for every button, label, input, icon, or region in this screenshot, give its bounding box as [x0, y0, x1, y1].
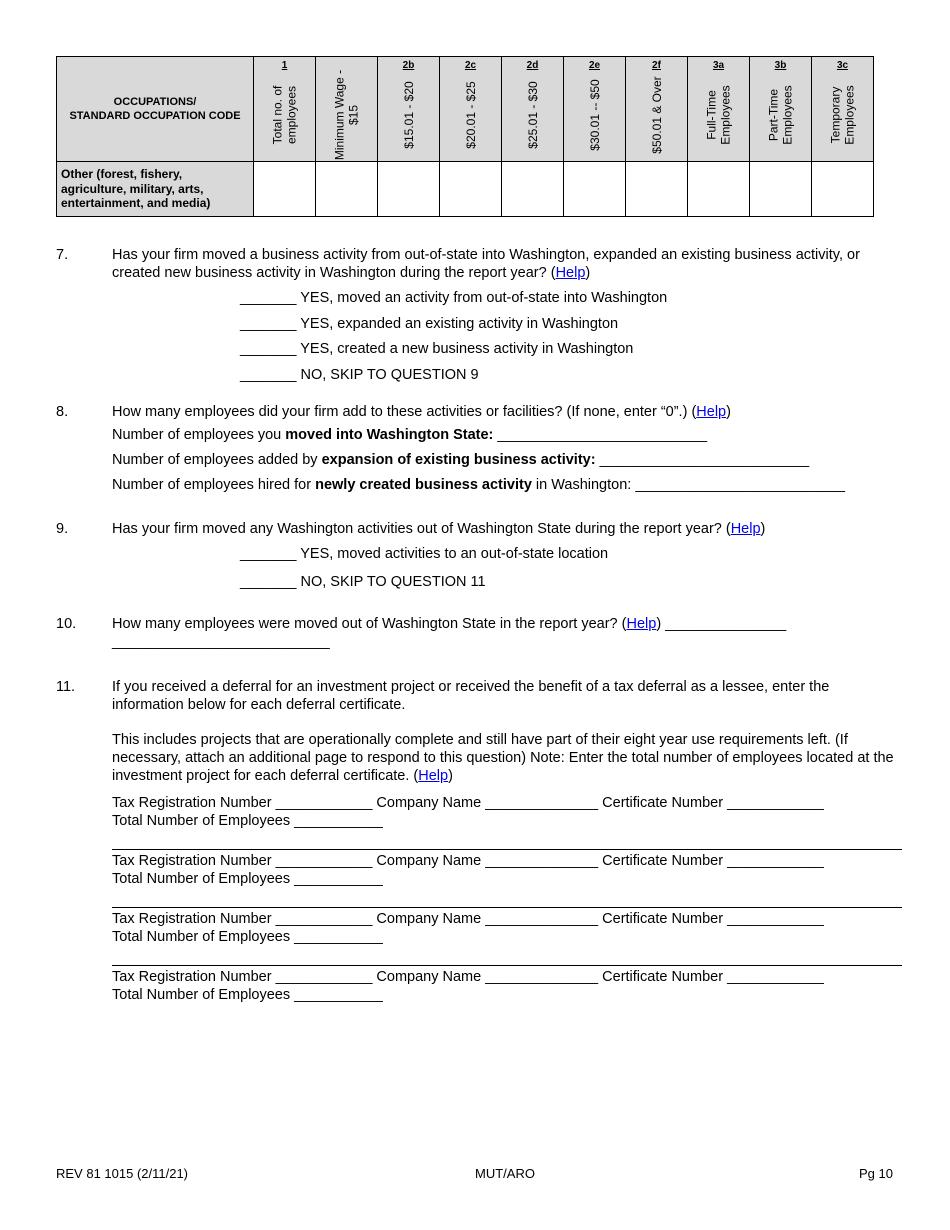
q10-number: 10. — [56, 616, 77, 632]
q8-expansion-input[interactable]: __________________________ — [599, 452, 810, 468]
column-label: Total no. of employees — [270, 85, 299, 145]
tax-registration-input[interactable]: ____________ — [275, 853, 373, 869]
total-employees-input[interactable]: ___________ — [294, 929, 383, 946]
cell-minimum-wage[interactable] — [316, 162, 378, 217]
column-label: Minimum Wage - $15 — [332, 69, 361, 161]
column-number: 2d — [526, 60, 539, 71]
certificate-number-label: Certificate Number — [602, 853, 724, 869]
q7-text — [112, 246, 902, 282]
occupation-table — [56, 56, 874, 217]
column-header — [378, 57, 440, 162]
deferral-entry — [112, 968, 824, 1004]
cell-temporary[interactable] — [812, 162, 874, 217]
column-header — [750, 57, 812, 162]
entry-divider — [112, 849, 902, 850]
cell-25-30[interactable] — [502, 162, 564, 217]
column-label: Temporary Employees — [828, 85, 857, 145]
company-name-input[interactable]: ______________ — [485, 911, 599, 927]
q7-help-open: ( — [550, 265, 556, 282]
q9-option[interactable] — [240, 545, 608, 563]
page-number: Pg 10 — [859, 1166, 893, 1181]
company-name-label: Company Name — [376, 853, 482, 869]
deferral-entry — [112, 852, 824, 888]
q7-option[interactable] — [240, 289, 667, 307]
q7-question: Has your firm moved a business activity from out-of-state into Washington, expanded an existing business activity, or created new business activity in Washington during the report year? — [112, 247, 860, 282]
q7-help-close: ) — [585, 265, 591, 282]
q9-option-label: NO, SKIP TO QUESTION 11 — [300, 574, 486, 590]
form-id: REV 81 1015 (2/11/21) — [56, 1166, 189, 1181]
occupation-header — [57, 57, 254, 162]
q7-option-blank[interactable]: _______ — [240, 290, 297, 306]
occupation-header-line2: STANDARD OCCUPATION CODE — [69, 110, 241, 122]
q7-option-blank[interactable]: _______ — [240, 316, 297, 332]
cell-15-20[interactable] — [378, 162, 440, 217]
q8-l3-post: in Washington: — [531, 477, 636, 493]
tax-registration-label: Tax Registration Number — [112, 853, 272, 869]
column-label: $50.01 & Over — [649, 76, 664, 154]
certificate-number-input[interactable]: ____________ — [727, 853, 824, 869]
cell-part-time[interactable] — [750, 162, 812, 217]
column-label: $25.01 - $30 — [525, 81, 540, 149]
deferral-entry — [112, 910, 824, 946]
column-number: 2b — [402, 60, 415, 71]
company-name-label: Company Name — [376, 969, 482, 985]
column-number: 3b — [774, 60, 787, 71]
q11-text: If you received a deferral for an investment project or received the benefit of a tax deferral as a lessee, enter the information below for each deferral certificate. — [112, 679, 830, 714]
q11-help-link[interactable]: Help — [418, 768, 449, 785]
q8-moved-into-input[interactable]: __________________________ — [497, 427, 708, 443]
q9-text: Has your firm moved any Washington activities out of Washington State during the report year? (Help) — [112, 521, 766, 537]
q7-option[interactable] — [240, 340, 633, 358]
q8-l1-pre: Number of employees you — [112, 427, 286, 443]
cell-50-over[interactable] — [626, 162, 688, 217]
column-header — [502, 57, 564, 162]
column-number: 2f — [652, 60, 661, 71]
column-label: $20.01 - $25 — [463, 81, 478, 149]
q7-option-label: YES, created a new business activity in Washington — [300, 341, 634, 357]
q7-option[interactable] — [240, 315, 618, 333]
row-label-other: Other (forest, fishery, agriculture, military, arts, entertainment, and media) — [57, 162, 254, 217]
column-header — [440, 57, 502, 162]
q10-text: How many employees were moved out of Washington State in the report year? (Help) _______________ ___________________________ — [112, 616, 787, 651]
q8-new-activity-input[interactable]: __________________________ — [635, 477, 845, 493]
certificate-number-label: Certificate Number — [602, 795, 724, 811]
tax-registration-label: Tax Registration Number — [112, 911, 272, 927]
cell-full-time[interactable] — [688, 162, 750, 217]
total-employees-label: Total Number of Employees — [112, 987, 291, 1004]
table-header-row — [57, 57, 874, 162]
q9-option-blank[interactable]: _______ — [240, 574, 297, 590]
q9-number: 9. — [56, 521, 69, 537]
total-employees-label: Total Number of Employees — [112, 871, 291, 888]
cell-total-employees[interactable] — [254, 162, 316, 217]
total-employees-input[interactable]: ___________ — [294, 987, 383, 1004]
q10-answer-input-continued[interactable]: ___________________________ — [112, 634, 330, 651]
certificate-number-input[interactable]: ____________ — [727, 969, 824, 985]
column-header — [688, 57, 750, 162]
cell-30-50[interactable] — [564, 162, 626, 217]
q7-option-label: YES, expanded an existing activity in Washington — [300, 316, 619, 332]
q10-answer-input[interactable]: _______________ — [665, 616, 787, 632]
q10-question: How many employees were moved out of Washington State in the report year? — [112, 616, 618, 632]
company-name-label: Company Name — [376, 911, 482, 927]
q9-question: Has your firm moved any Washington activities out of Washington State during the report year? — [112, 521, 722, 537]
column-header — [812, 57, 874, 162]
tax-registration-input[interactable]: ____________ — [275, 911, 373, 927]
q8-l2-bold: expansion of existing business activity: — [321, 452, 596, 468]
q8-l3-bold: newly created business activity — [315, 477, 532, 493]
column-number: 2e — [588, 60, 601, 71]
tax-registration-label: Tax Registration Number — [112, 795, 272, 811]
company-name-input[interactable]: ______________ — [485, 853, 599, 869]
q8-number: 8. — [56, 404, 69, 420]
q9-option-blank[interactable]: _______ — [240, 546, 297, 562]
q7-option-label: YES, moved an activity from out-of-state into Washington — [300, 290, 668, 306]
column-number: 3c — [836, 60, 849, 71]
form-code: MUT/ARO — [475, 1166, 535, 1181]
q11-paragraph: This includes projects that are operationally complete and still have part of their eight year use requirements left. (If necessary, attach an additional page to respond to this question) Note: Enter the total number of employees located at the investment project for each deferral certificate. (Help) — [112, 732, 894, 785]
q7-number: 7. — [56, 247, 69, 263]
certificate-number-label: Certificate Number — [602, 969, 724, 985]
q7-option[interactable] — [240, 366, 479, 384]
q9-help-link[interactable]: Help — [730, 521, 761, 537]
column-label: $15.01 - $20 — [401, 81, 416, 149]
q9-option-label: YES, moved activities to an out-of-state location — [300, 546, 609, 562]
q9-option[interactable] — [240, 573, 486, 591]
column-label: Full-Time Employees — [704, 85, 733, 145]
column-header — [254, 57, 316, 162]
column-number: 3a — [712, 60, 725, 71]
column-header — [316, 57, 378, 162]
q8-question: How many employees did your firm add to these activities or facilities? (If none, enter “0”.) — [112, 404, 688, 420]
occupation-header-line1: OCCUPATIONS/ — [113, 95, 197, 108]
entry-divider — [112, 907, 902, 908]
column-header — [626, 57, 688, 162]
certificate-number-input[interactable]: ____________ — [727, 795, 824, 811]
total-employees-input[interactable]: ___________ — [294, 813, 383, 830]
q8-moved-into-line — [112, 426, 707, 444]
certificate-number-label: Certificate Number — [602, 911, 724, 927]
column-number: 2c — [464, 60, 477, 71]
q7-option-label: NO, SKIP TO QUESTION 9 — [300, 367, 479, 383]
company-name-input[interactable]: ______________ — [485, 795, 599, 811]
entry-divider — [112, 965, 902, 966]
total-employees-label: Total Number of Employees — [112, 813, 291, 830]
certificate-number-input[interactable]: ____________ — [727, 911, 824, 927]
q7-help-link[interactable]: Help — [555, 265, 586, 282]
q8-help-link[interactable]: Help — [696, 404, 727, 420]
q7-option-blank[interactable]: _______ — [240, 367, 297, 383]
q8-l1-bold: moved into Washington State: — [285, 427, 494, 443]
deferral-entry — [112, 794, 824, 830]
q10-help-link[interactable]: Help — [626, 616, 657, 632]
tax-registration-input[interactable]: ____________ — [275, 795, 373, 811]
q7-option-blank[interactable]: _______ — [240, 341, 297, 357]
q8-text: How many employees did your firm add to these activities or facilities? (If none, enter “0”.) (Help) — [112, 404, 731, 420]
cell-20-25[interactable] — [440, 162, 502, 217]
q8-l3-pre: Number of employees hired for — [112, 477, 316, 493]
q8-new-activity-line — [112, 476, 845, 494]
company-name-label: Company Name — [376, 795, 482, 811]
tax-registration-input[interactable]: ____________ — [275, 969, 373, 985]
total-employees-input[interactable]: ___________ — [294, 871, 383, 888]
q8-l2-pre: Number of employees added by — [112, 452, 322, 468]
q11-paragraph-text: This includes projects that are operationally complete and still have part of their eight year use requirements left. (If necessary, attach an additional page to respond to this question) Note: Enter the total number of employees located at the investment project for each deferral certificate. — [112, 732, 894, 785]
q11-number: 11. — [56, 679, 76, 695]
column-label: Part-Time Employees — [766, 85, 795, 145]
q8-expansion-line — [112, 451, 809, 469]
company-name-input[interactable]: ______________ — [485, 969, 599, 985]
tax-registration-label: Tax Registration Number — [112, 969, 272, 985]
total-employees-label: Total Number of Employees — [112, 929, 291, 946]
column-label: $30.01 -- $50 — [587, 79, 602, 151]
table-row — [57, 162, 874, 217]
column-number: 1 — [281, 60, 288, 71]
column-header — [564, 57, 626, 162]
